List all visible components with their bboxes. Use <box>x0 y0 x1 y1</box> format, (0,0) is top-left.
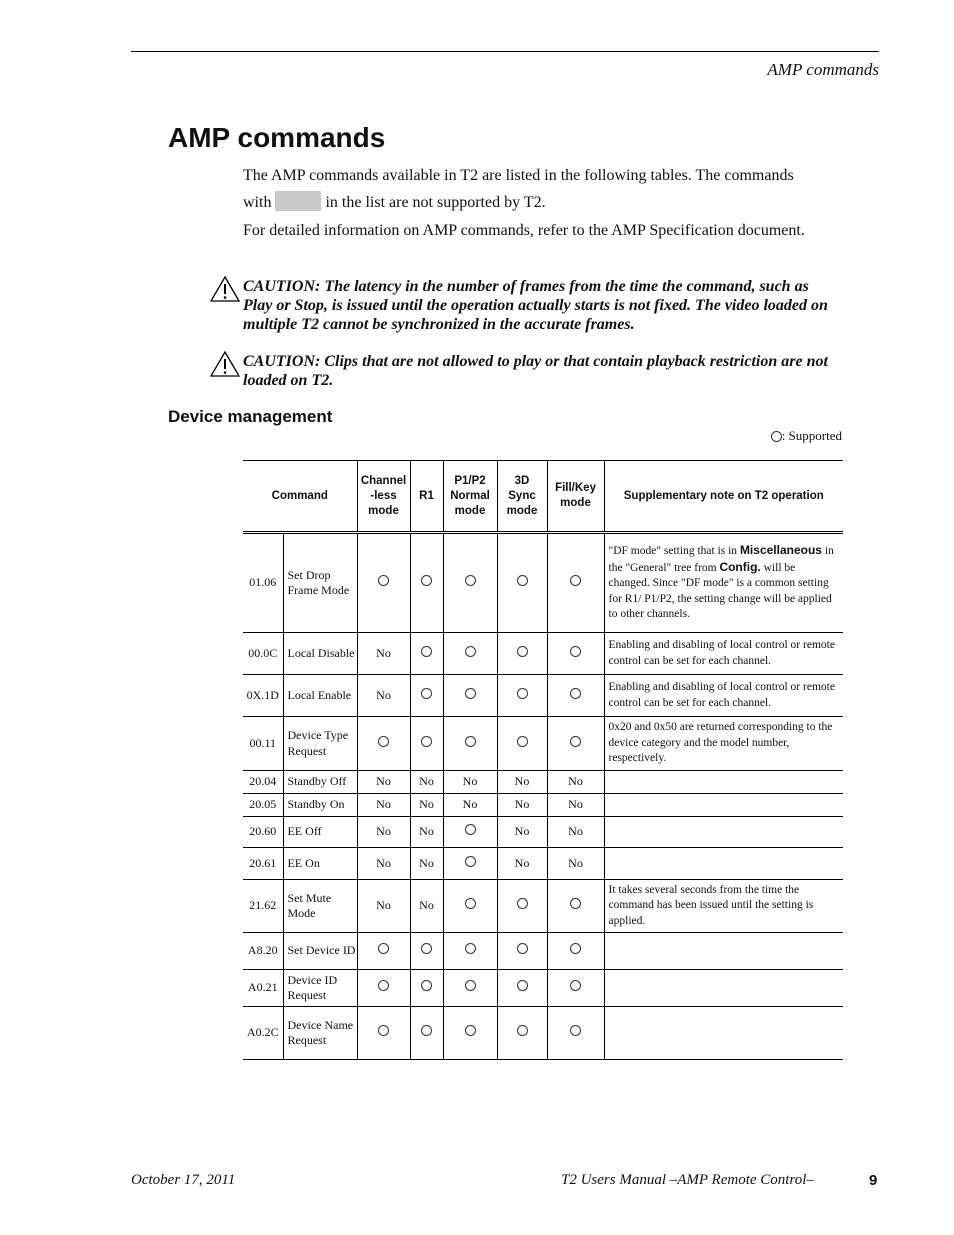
supported-circle-icon <box>570 1025 581 1036</box>
supplementary-note <box>604 794 843 817</box>
supported-circle-icon <box>378 980 389 991</box>
command-name: EE Off <box>283 817 357 848</box>
command-code: A0.2C <box>243 1007 283 1060</box>
header-channelless: Channel -less mode <box>357 461 410 533</box>
footer-date: October 17, 2011 <box>131 1172 236 1188</box>
table-row <box>243 1007 843 1060</box>
command-code: A0.21 <box>243 970 283 1007</box>
table-row <box>243 817 843 848</box>
header-3d-sync: 3D Sync mode <box>497 461 547 533</box>
supported-circle-icon <box>570 898 581 909</box>
ui-term: Miscellaneous <box>739 543 822 558</box>
table-row <box>243 533 843 633</box>
caution-icon <box>209 350 241 378</box>
table-row <box>243 633 843 675</box>
mode-p1p2: No <box>443 771 497 794</box>
mode-sync3d <box>497 717 547 771</box>
command-code: 01.06 <box>243 533 283 633</box>
mode-sync3d <box>497 970 547 1007</box>
intro-line-2 <box>243 191 833 213</box>
mode-fillkey <box>547 675 604 717</box>
supported-circle-icon <box>421 575 432 586</box>
caution-icon <box>209 275 241 303</box>
mode-fillkey: No <box>547 848 604 880</box>
supplementary-note: Enabling and disabling of local control or remote control can be set for each channel. <box>604 633 843 675</box>
mode-r1 <box>410 633 443 675</box>
mode-fillkey <box>547 880 604 933</box>
mode-channelless: No <box>357 880 410 933</box>
mode-channelless <box>357 933 410 970</box>
table-row <box>243 848 843 880</box>
mode-fillkey: No <box>547 794 604 817</box>
header-p1p2: P1/P2 Normal mode <box>443 461 497 533</box>
command-name: Device Type Request <box>283 717 357 771</box>
mode-sync3d <box>497 1007 547 1060</box>
header-r1: R1 <box>410 461 443 533</box>
supported-circle-icon <box>465 943 476 954</box>
mode-channelless: No <box>357 817 410 848</box>
mode-sync3d <box>497 533 547 633</box>
supplementary-note: 0x20 and 0x50 are returned corresponding to the device category and the model number, respectively. <box>604 717 843 771</box>
supported-circle-icon <box>465 898 476 909</box>
mode-p1p2 <box>443 633 497 675</box>
mode-sync3d <box>497 633 547 675</box>
supported-circle-icon <box>517 943 528 954</box>
mode-sync3d <box>497 675 547 717</box>
intro-with: with <box>243 194 272 211</box>
reference-paragraph: For detailed information on AMP commands, refer to the AMP Specification document. <box>243 222 805 239</box>
supported-circle-icon <box>570 943 581 954</box>
mode-p1p2 <box>443 970 497 1007</box>
mode-channelless: No <box>357 848 410 880</box>
supplementary-note <box>604 533 843 633</box>
mode-p1p2: No <box>443 794 497 817</box>
mode-channelless <box>357 533 410 633</box>
command-code: 0X.1D <box>243 675 283 717</box>
mode-fillkey: No <box>547 771 604 794</box>
supported-circle-icon <box>421 943 432 954</box>
supported-circle-icon <box>465 736 476 747</box>
supported-circle-icon <box>570 736 581 747</box>
note-text: "DF mode" setting that is in <box>608 545 740 558</box>
command-name: Local Disable <box>283 633 357 675</box>
supplementary-note <box>604 1007 843 1060</box>
ui-term: Config. <box>719 559 761 574</box>
supported-circle-icon <box>517 646 528 657</box>
page-number: 9 <box>869 1172 878 1189</box>
supplementary-note <box>604 817 843 848</box>
supplementary-note: It takes several seconds from the time the command has been issued until the setting is applied. <box>604 880 843 933</box>
caution-restricted-clips: CAUTION: Clips that are not allowed to play or that contain playback restriction are not loaded on T2. <box>243 353 828 389</box>
command-name: Set Drop Frame Mode <box>283 533 357 633</box>
table-body <box>243 533 843 1060</box>
supported-circle-icon <box>570 646 581 657</box>
supported-circle-icon <box>378 575 389 586</box>
page-title: AMP commands <box>168 122 386 153</box>
caution-latency: CAUTION: The latency in the number of frames from the time the command, such as Play or Stop, is issued until the operation actually starts is not fixed. The video loaded on multiple T2 cannot be synchronized in the accurate frames. <box>243 278 828 333</box>
supported-circle-icon <box>421 646 432 657</box>
mode-channelless <box>357 970 410 1007</box>
running-head: AMP commands <box>767 60 879 79</box>
command-code: 20.04 <box>243 771 283 794</box>
supported-circle-icon <box>465 824 476 835</box>
mode-sync3d <box>497 880 547 933</box>
table-row <box>243 880 843 933</box>
unsupported-sample-swatch <box>275 191 321 211</box>
mode-fillkey <box>547 970 604 1007</box>
command-code: A8.20 <box>243 933 283 970</box>
mode-r1: No <box>410 771 443 794</box>
mode-r1 <box>410 1007 443 1060</box>
mode-sync3d: No <box>497 771 547 794</box>
mode-channelless <box>357 1007 410 1060</box>
command-name: Device Name Request <box>283 1007 357 1060</box>
mode-r1: No <box>410 880 443 933</box>
mode-p1p2 <box>443 717 497 771</box>
mode-p1p2 <box>443 817 497 848</box>
supported-circle-icon <box>517 1025 528 1036</box>
supported-circle-icon <box>421 980 432 991</box>
mode-r1 <box>410 675 443 717</box>
table-row <box>243 675 843 717</box>
supported-circle-icon <box>378 943 389 954</box>
supported-circle-icon <box>570 688 581 699</box>
command-name: Set Device ID <box>283 933 357 970</box>
supplementary-note <box>604 970 843 1007</box>
section-title: Device management <box>168 407 333 426</box>
header-rule <box>131 51 879 52</box>
supported-circle-icon <box>378 736 389 747</box>
mode-channelless: No <box>357 633 410 675</box>
header-fill-key: Fill/Key mode <box>547 461 604 533</box>
mode-r1 <box>410 533 443 633</box>
supplementary-note <box>604 848 843 880</box>
supported-circle-icon <box>517 688 528 699</box>
table-row <box>243 771 843 794</box>
supported-circle-icon <box>465 688 476 699</box>
mode-r1: No <box>410 794 443 817</box>
mode-p1p2 <box>443 848 497 880</box>
intro-after: in the list are not supported by T2. <box>325 194 546 211</box>
command-name: Standby On <box>283 794 357 817</box>
mode-fillkey <box>547 633 604 675</box>
mode-r1: No <box>410 848 443 880</box>
supported-circle-icon <box>570 980 581 991</box>
command-code: 20.61 <box>243 848 283 880</box>
supported-circle-icon <box>517 898 528 909</box>
mode-sync3d: No <box>497 794 547 817</box>
note-text: will be changed. Since "DF mode" is a common setting for R1/ P1/P2, the setting change will be applied to other channels. <box>608 561 832 621</box>
command-code: 00.11 <box>243 717 283 771</box>
footer-title: T2 Users Manual –AMP Remote Control– <box>561 1172 814 1188</box>
supported-circle-icon <box>421 736 432 747</box>
mode-fillkey <box>547 717 604 771</box>
command-code: 20.05 <box>243 794 283 817</box>
supplementary-note <box>604 771 843 794</box>
command-name: Local Enable <box>283 675 357 717</box>
device-management-table <box>243 460 843 1060</box>
mode-p1p2 <box>443 533 497 633</box>
mode-fillkey: No <box>547 817 604 848</box>
supported-circle-icon <box>378 1025 389 1036</box>
legend-text: : Supported <box>781 428 842 443</box>
supported-circle-icon <box>570 575 581 586</box>
supported-circle-icon <box>465 1025 476 1036</box>
command-name: Standby Off <box>283 771 357 794</box>
supported-circle-icon <box>517 575 528 586</box>
table-row <box>243 933 843 970</box>
command-code: 20.60 <box>243 817 283 848</box>
supported-circle-icon <box>517 736 528 747</box>
note-text: in the "General" tree from <box>608 545 834 574</box>
mode-p1p2 <box>443 1007 497 1060</box>
mode-p1p2 <box>443 675 497 717</box>
supplementary-note <box>604 933 843 970</box>
command-code: 21.62 <box>243 880 283 933</box>
intro-paragraph <box>243 166 833 213</box>
command-name: Device ID Request <box>283 970 357 1007</box>
supported-circle-icon <box>517 980 528 991</box>
header-command: Command <box>243 461 357 533</box>
supported-circle-icon <box>465 575 476 586</box>
command-name: EE On <box>283 848 357 880</box>
supported-circle-icon <box>465 980 476 991</box>
mode-sync3d: No <box>497 848 547 880</box>
header-note: Supplementary note on T2 operation <box>604 461 843 533</box>
intro-line-1: The AMP commands available in T2 are listed in the following tables. The commands <box>243 167 794 184</box>
mode-sync3d: No <box>497 817 547 848</box>
supported-circle-icon <box>465 646 476 657</box>
mode-channelless: No <box>357 794 410 817</box>
mode-fillkey <box>547 533 604 633</box>
supplementary-note: Enabling and disabling of local control or remote control can be set for each channel. <box>604 675 843 717</box>
mode-r1 <box>410 933 443 970</box>
mode-p1p2 <box>443 880 497 933</box>
supported-circle-icon <box>465 856 476 867</box>
mode-channelless <box>357 717 410 771</box>
table-row <box>243 794 843 817</box>
mode-r1: No <box>410 817 443 848</box>
command-name: Set Mute Mode <box>283 880 357 933</box>
mode-r1 <box>410 970 443 1007</box>
supported-circle-icon <box>421 1025 432 1036</box>
supported-circle-icon <box>771 431 782 442</box>
supported-circle-icon <box>421 688 432 699</box>
supported-legend <box>771 428 842 444</box>
table-row <box>243 717 843 771</box>
table-header-row <box>243 461 843 533</box>
table-row <box>243 970 843 1007</box>
mode-channelless: No <box>357 675 410 717</box>
mode-p1p2 <box>443 933 497 970</box>
mode-r1 <box>410 717 443 771</box>
mode-fillkey <box>547 933 604 970</box>
mode-channelless: No <box>357 771 410 794</box>
mode-fillkey <box>547 1007 604 1060</box>
command-code: 00.0C <box>243 633 283 675</box>
mode-sync3d <box>497 933 547 970</box>
